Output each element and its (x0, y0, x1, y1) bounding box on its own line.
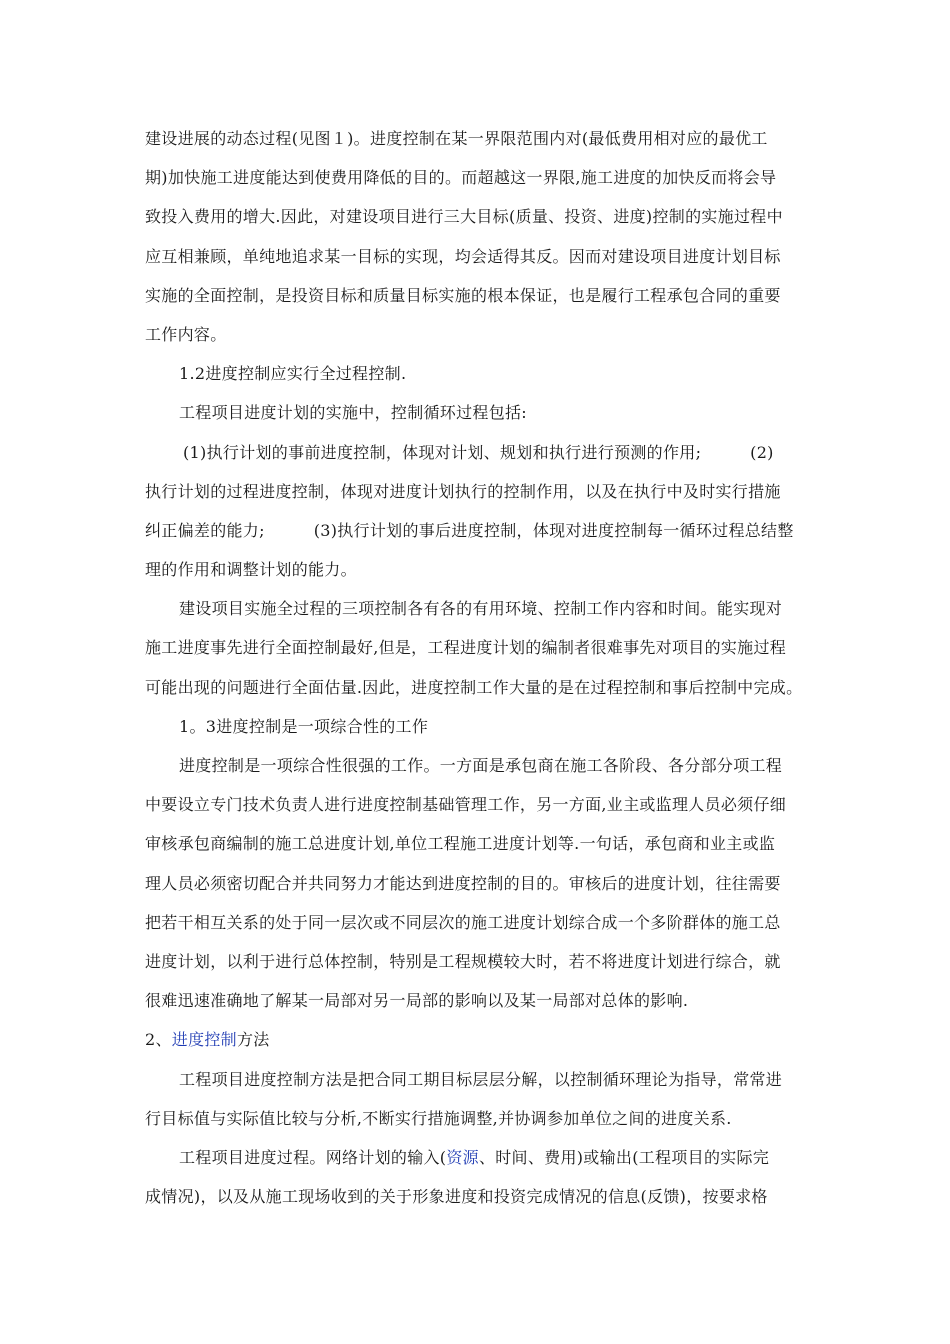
text-line: 施工进度事先进行全面控制最好,但是，工程进度计划的编制者很难事先对项目的实施过程 (145, 638, 787, 658)
text-line: (1)执行计划的事前进度控制，体现对计划、规划和执行进行预测的作用; (2) (183, 442, 774, 462)
text-line: 成情况)，以及从施工现场收到的关于形象进度和投资完成情况的信息(反馈)，按要求格 (145, 1187, 768, 1207)
resources-link[interactable]: 资源 (446, 1147, 479, 1167)
heading-prefix: 2、 (145, 1030, 172, 1050)
text-line: 中要设立专门技术负责人进行进度控制基础管理工作，另一方面,业主或监理人员必须仔细 (145, 795, 787, 815)
heading-suffix: 方法 (236, 1030, 270, 1050)
text-line (145, 1138, 825, 1177)
section-heading-1-3: 1。3进度控制是一项综合性的工作 (179, 716, 429, 736)
text-line: 纠正偏差的能力; (3)执行计划的事后进度控制，体现对进度控制每一循环过程总结整 (145, 520, 794, 540)
text-line: 理人员必须密切配合并共同努力才能达到进度控制的目的。审核后的进度计划，往往需要 (145, 873, 781, 893)
text-line: 建设项目实施全过程的三项控制各有各的有用环境、控制工作内容和时间。能实现对 (179, 599, 783, 619)
text-line: 应互相兼顾，单纯地追求某一目标的实现，均会适得其反。因而对建设项目进度计划目标 (145, 246, 781, 266)
document-body (145, 119, 825, 1216)
section-heading-2 (145, 1020, 825, 1059)
text-line: 工作内容。 (145, 324, 227, 344)
text-line: 把若干相互关系的处于同一层次或不同层次的施工进度计划综合成一个多阶群体的施工总 (145, 912, 781, 932)
text-line: 很难迅速准确地了解某一局部对另一局部的影响以及某一局部对总体的影响. (145, 991, 689, 1011)
section-heading-1-2: 1.2进度控制应实行全过程控制. (179, 364, 407, 384)
text-line: 建设进展的动态过程(见图１)。进度控制在某一界限范围内对(最低费用相对应的最优工 (145, 129, 768, 148)
text-line: 进度控制是一项综合性很强的工作。一方面是承包商在施工各阶段、各分部分项工程 (179, 756, 783, 775)
text-line: 进度计划，以利于进行总体控制，特别是工程规模较大时，若不将进度计划进行综合，就 (145, 951, 781, 971)
text-line: 理的作用和调整计划的能力。 (145, 560, 357, 580)
text-line: 审核承包商编制的施工总进度计划,单位工程施工进度计划等.一句话，承包商和业主或监 (145, 834, 776, 854)
text-segment: 、时间、费用)或输出(工程项目的实际完 (478, 1147, 770, 1167)
text-line: 致投入费用的增大.因此，对建设项目进行三大目标(质量、投资、进度)控制的实施过程中 (145, 207, 783, 227)
text-line: 工程项目进度计划的实施中，控制循环过程包括: (179, 403, 527, 423)
text-line: 工程项目进度控制方法是把合同工期目标层层分解，以控制循环理论为指导，常常进 (179, 1069, 783, 1089)
text-line: 实施的全面控制，是投资目标和质量目标实施的根本保证，也是履行工程承包合同的重要 (145, 285, 781, 305)
text-line: 执行计划的过程进度控制，体现对进度计划执行的控制作用，以及在执行中及时实行措施 (145, 481, 781, 501)
text-line: 行目标值与实际值比较与分析,不断实行措施调整,并协调参加单位之间的进度关系. (145, 1108, 732, 1128)
text-line: 期)加快施工进度能达到使费用降低的目的。而超越这一界限,施工进度的加快反而将会导 (145, 168, 777, 188)
text-segment: 工程项目进度过程。网络计划的输入( (179, 1147, 447, 1167)
text-line: 可能出现的问题进行全面估量.因此，进度控制工作大量的是在过程控制和事后控制中完成。 (145, 677, 803, 697)
progress-control-link[interactable]: 进度控制 (171, 1030, 237, 1050)
